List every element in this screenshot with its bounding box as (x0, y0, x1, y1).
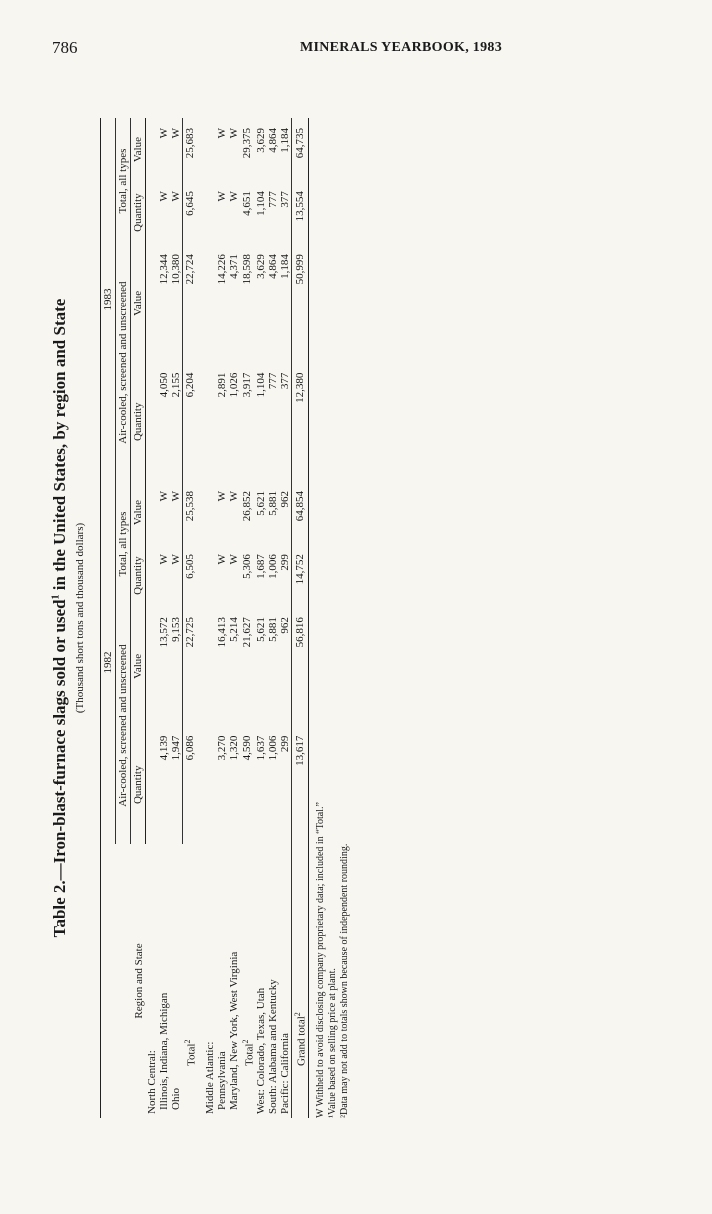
row-label (267, 844, 279, 1118)
col-header-value: Value (131, 607, 146, 725)
table-cell: 1,006 (267, 554, 280, 579)
table-cell (204, 118, 216, 181)
table-cell: W (215, 554, 228, 565)
table-cell (204, 481, 216, 544)
table-title-main: Table 2.—Iron-blast-furnace slags sold or used (50, 599, 69, 938)
table-cell: 377 (279, 372, 292, 390)
table-cell: 1,947 (169, 735, 182, 761)
table-cell: 21,627 (241, 617, 254, 648)
table-cell: 777 (267, 191, 280, 208)
table-row (158, 118, 170, 1118)
row-label (158, 844, 170, 1118)
table-cell: 18,598 (241, 254, 254, 285)
row-label (146, 844, 158, 1118)
rotated-table-block (48, 78, 608, 1158)
table-cell: 5,881 (267, 491, 280, 516)
table-cell (146, 481, 158, 544)
table-cell: 2,891 (215, 372, 228, 398)
table-cell: 25,538 (182, 481, 198, 544)
footnotes (315, 78, 351, 1118)
row-label (170, 844, 183, 1118)
row-label-text: Middle Atlantic: (203, 1041, 216, 1114)
table-cell: 777 (267, 372, 280, 390)
table-cell (204, 181, 216, 244)
row-label-text: Total (243, 1043, 256, 1066)
table-cell (146, 544, 158, 607)
table-cell (146, 363, 158, 481)
group-header-aircooled-1983: Air-cooled, screened and unscreened (116, 244, 131, 481)
table-cell: 56,816 (292, 607, 309, 725)
table-cell (204, 544, 216, 607)
col-header-value: Value (131, 118, 146, 181)
table-cell: 13,554 (292, 181, 309, 244)
col-header-quantity: Quantity (131, 544, 146, 607)
table-cell: W (157, 128, 170, 139)
table-row (204, 118, 216, 1118)
table-cell: 1,026 (227, 372, 240, 398)
table-cell: W (227, 128, 240, 139)
table-cell: 1,184 (279, 128, 292, 153)
table-cell: W (227, 191, 240, 202)
footnote-mark: 2 (183, 1039, 192, 1044)
table-cell: 962 (279, 617, 292, 634)
table-cell: 4,050 (157, 372, 170, 398)
row-label (279, 844, 292, 1118)
table-cell (146, 244, 158, 362)
table-row (216, 118, 228, 1118)
table-cell: 1,184 (279, 254, 292, 279)
table-cell: 6,204 (182, 363, 198, 481)
footnote-w: W Withheld to avoid disclosing company proprietary data; included in “Total.” (314, 802, 326, 1118)
stub-header: Region and State (101, 844, 146, 1118)
row-label (182, 844, 198, 1118)
table-cell: W (215, 491, 228, 502)
table-cell: 16,413 (215, 617, 228, 648)
table-cell: 9,153 (169, 617, 182, 642)
table-cell: 13,572 (157, 617, 170, 648)
table-title (50, 78, 70, 1158)
row-label-text: Maryland, New York, West Virginia (227, 951, 240, 1110)
table-cell: 5,881 (267, 617, 280, 642)
table-cell (204, 726, 216, 844)
table-cell: 1,320 (227, 735, 240, 761)
page-number: 786 (52, 38, 78, 57)
table-row (228, 118, 240, 1118)
row-label (240, 844, 256, 1118)
slag-table (100, 118, 309, 1118)
table-cell: W (227, 491, 240, 502)
row-label-text: Pacific: California (279, 1033, 292, 1114)
table-cell: 962 (279, 491, 292, 508)
table-title-footnote-mark: 1 (50, 594, 62, 600)
group-header-total-1982: Total, all types (116, 481, 131, 607)
table-cell (146, 181, 158, 244)
table-cell: 3,629 (255, 128, 268, 153)
table-cell: 12,344 (157, 254, 170, 285)
footnote-mark: 2 (240, 1039, 250, 1044)
table-body (146, 118, 309, 1118)
row-label-text: West: Colorado, Texas, Utah (255, 987, 268, 1114)
row-label-text: Grand total (295, 1016, 308, 1066)
table-cell: W (169, 191, 182, 202)
table-cell: W (157, 554, 170, 565)
table-row (255, 118, 267, 1118)
running-head: MINERALS YEARBOOK, 1983 (299, 40, 502, 55)
year-header-1983: 1983 (101, 118, 116, 481)
col-header-value: Value (131, 244, 146, 362)
table-cell: W (215, 191, 228, 202)
table-cell (204, 607, 216, 725)
table-cell: 13,617 (292, 726, 309, 844)
row-label-text: Ohio (169, 1088, 182, 1110)
row-label-text: Illinois, Indiana, Michigan (157, 992, 170, 1110)
table-cell: 5,621 (255, 617, 268, 642)
table-cell: 29,375 (241, 128, 254, 159)
table-cell: W (169, 554, 182, 565)
table-cell: 4,590 (241, 735, 254, 761)
table-cell: W (227, 554, 240, 565)
table-cell: 299 (279, 554, 292, 571)
row-label (255, 844, 267, 1118)
table-cell (204, 244, 216, 362)
table-cell: 5,214 (227, 617, 240, 642)
table-cell: 1,006 (267, 735, 280, 761)
group-header-aircooled-1982: Air-cooled, screened and unscreened (116, 607, 131, 844)
row-label-text: Pennsylvania (215, 1051, 228, 1110)
row-label-text: Total (185, 1043, 198, 1066)
table-cell: 5,621 (255, 491, 268, 516)
footnote-1: ¹Value based on selling price at plant. (326, 968, 338, 1118)
table-cell (146, 726, 158, 844)
row-label-text: South: Alabama and Kentucky (267, 979, 280, 1114)
table-cell: 3,270 (215, 735, 228, 761)
table-cell: 22,725 (182, 607, 198, 725)
table-cell: 1,104 (255, 372, 268, 398)
table-row (240, 118, 256, 1118)
col-header-value: Value (131, 481, 146, 544)
table-subtitle: (Thousand short tons and thousand dollars) (74, 522, 86, 714)
footnote-2: ²Data may not add to totals shown because of independent rounding. (338, 843, 350, 1118)
table-cell: 1,104 (255, 191, 268, 216)
table-cell: 1,687 (255, 554, 268, 579)
table-cell: 3,629 (255, 254, 268, 279)
row-label (228, 844, 240, 1118)
table-cell: W (169, 128, 182, 139)
table-cell: 14,226 (215, 254, 228, 285)
table-cell: 5,306 (241, 554, 254, 579)
table-row (182, 118, 198, 1118)
table-row (279, 118, 292, 1118)
table-cell: 299 (279, 735, 292, 753)
table-cell: 3,917 (241, 372, 254, 398)
table-cell: 4,864 (267, 254, 280, 279)
table-cell: W (157, 191, 170, 202)
table-cell: 6,645 (182, 181, 198, 244)
table-cell: 377 (279, 191, 292, 208)
table-cell: 4,651 (241, 191, 254, 216)
table-cell: W (169, 491, 182, 502)
table-cell: 14,752 (292, 544, 309, 607)
table-cell: 4,139 (157, 735, 170, 761)
row-label-text: North Central: (145, 1050, 158, 1114)
col-header-quantity: Quantity (131, 181, 146, 244)
year-header-1982: 1982 (101, 481, 116, 844)
table-cell: 25,683 (182, 118, 198, 181)
row-label (292, 844, 309, 1118)
table-title-tail: in the United States, by region and State (50, 298, 69, 595)
group-header-total-1983: Total, all types (116, 118, 131, 244)
table-cell: 6,086 (182, 726, 198, 844)
table-cell: W (215, 128, 228, 139)
table-cell: 6,505 (182, 544, 198, 607)
footnote-mark: 2 (293, 1012, 303, 1017)
table-row (267, 118, 279, 1118)
table-cell: 2,155 (169, 372, 182, 398)
table-cell (146, 118, 158, 181)
table-cell: 12,380 (292, 363, 309, 481)
table-cell (146, 607, 158, 725)
table-cell: W (157, 491, 170, 502)
table-cell: 1,637 (255, 735, 268, 761)
table-row (170, 118, 183, 1118)
table-cell: 4,864 (267, 128, 280, 153)
col-header-quantity: Quantity (131, 726, 146, 844)
table-row (146, 118, 158, 1118)
col-header-quantity: Quantity (131, 363, 146, 481)
table-cell: 64,854 (292, 481, 309, 544)
table-cell: 50,999 (292, 244, 309, 362)
row-label (204, 844, 216, 1118)
table-row (292, 118, 309, 1118)
table-cell: 64,735 (292, 118, 309, 181)
table-cell: 22,724 (182, 244, 198, 362)
table-cell: 10,380 (169, 254, 182, 285)
table-cell (204, 363, 216, 481)
row-label (216, 844, 228, 1118)
table-cell: 4,371 (227, 254, 240, 279)
table-cell: 26,852 (241, 491, 254, 522)
